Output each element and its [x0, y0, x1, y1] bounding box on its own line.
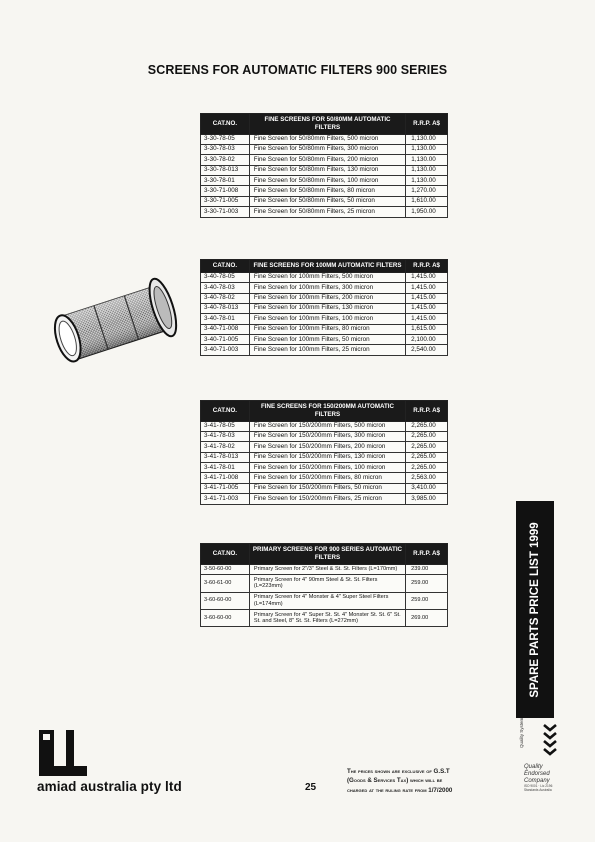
gst-note	[347, 767, 507, 795]
table-row	[201, 186, 448, 196]
description-cell: Fine Screen for 50/80mm Filters, 80 micron	[249, 186, 405, 196]
page-number: 25	[305, 782, 317, 793]
cat-no-cell: 3-40-71-008	[201, 324, 250, 334]
price-cell: 1,130.00	[406, 144, 448, 154]
description-cell: Fine Screen for 150/200mm Filters, 130 micron	[249, 452, 405, 462]
cat-no-cell: 3-41-71-008	[201, 473, 250, 483]
page-title: SCREENS FOR AUTOMATIC FILTERS 900 SERIES	[147, 63, 448, 77]
quality-endorsed-badge: Quality Endorsed Company	[524, 764, 550, 784]
gst-note-line: The prices shown are exclusive of G.S.T	[347, 768, 450, 775]
price-cell: 259.00	[406, 575, 448, 592]
cat-no-cell: 3-30-78-01	[201, 176, 250, 186]
cat-no-cell: 3-30-78-03	[201, 144, 250, 154]
table-row	[201, 610, 448, 627]
description-cell: Primary Screen for 2"/3" Steel & St. St. Filters (L=170mm)	[249, 564, 405, 575]
quality-certification-text: ISO 9001 · Lic 2196 Standards Australia	[524, 784, 553, 792]
table-row	[201, 483, 448, 493]
description-cell: Fine Screen for 100mm Filters, 130 micron	[249, 303, 405, 313]
price-cell: 1,415.00	[406, 303, 448, 313]
price-cell: 2,265.00	[406, 452, 448, 462]
table-row	[201, 176, 448, 186]
table-row	[201, 345, 448, 355]
header-cat-no: CAT.NO.	[201, 401, 250, 422]
description-cell: Fine Screen for 50/80mm Filters, 130 micron	[249, 165, 405, 175]
header-price: R.R.P. A$	[406, 260, 448, 273]
header-price: R.R.P. A$	[406, 401, 448, 422]
table-row	[201, 283, 448, 293]
header-cat-no: CAT.NO.	[201, 544, 250, 565]
table-row	[201, 155, 448, 165]
description-cell: Fine Screen for 50/80mm Filters, 50 micron	[249, 196, 405, 206]
price-cell: 1,415.00	[406, 314, 448, 324]
cat-no-cell: 3-40-78-02	[201, 293, 250, 303]
cat-no-cell: 3-30-78-013	[201, 165, 250, 175]
cat-no-cell: 3-40-78-01	[201, 314, 250, 324]
price-cell: 1,415.00	[406, 283, 448, 293]
description-cell: Fine Screen for 150/200mm Filters, 25 micron	[249, 494, 405, 504]
company-name: amiad australia pty ltd	[37, 779, 182, 794]
table-row	[201, 196, 448, 206]
table-row	[201, 421, 448, 431]
price-cell: 1,415.00	[406, 272, 448, 282]
table-row	[201, 314, 448, 324]
price-cell: 2,265.00	[406, 442, 448, 452]
cat-no-cell: 3-41-78-02	[201, 442, 250, 452]
header-description: FINE SCREENS FOR 150/200MM AUTOMATIC FILTERS	[249, 401, 405, 422]
sidebar-title: SPARE PARTS PRICE LIST 1999	[529, 522, 541, 698]
cat-no-cell: 3-30-78-05	[201, 134, 250, 144]
header-description: FINE SCREENS FOR 50/80MM AUTOMATIC FILTERS	[249, 114, 405, 135]
cat-no-cell: 3-41-78-01	[201, 463, 250, 473]
description-cell: Fine Screen for 50/80mm Filters, 100 micron	[249, 176, 405, 186]
cat-no-cell: 3-40-71-005	[201, 335, 250, 345]
description-cell: Fine Screen for 150/200mm Filters, 100 micron	[249, 463, 405, 473]
price-cell: 1,950.00	[406, 207, 448, 217]
cat-no-cell: 3-30-78-02	[201, 155, 250, 165]
table-row	[201, 442, 448, 452]
cat-no-cell: 3-41-78-013	[201, 452, 250, 462]
table-row	[201, 575, 448, 592]
price-table-100mm	[200, 259, 448, 356]
filter-screen-image	[40, 262, 190, 382]
cat-no-cell: 3-41-78-03	[201, 431, 250, 441]
header-price: R.R.P. A$	[406, 544, 448, 565]
table-row	[201, 463, 448, 473]
price-cell: 2,265.00	[406, 421, 448, 431]
price-table-150-200mm	[200, 400, 448, 505]
price-cell: 239.00	[406, 564, 448, 575]
price-cell: 1,130.00	[406, 176, 448, 186]
header-cat-no: CAT.NO.	[201, 260, 250, 273]
cat-no-cell: 3-60-61-00	[201, 575, 250, 592]
price-cell: 1,610.00	[406, 196, 448, 206]
price-cell: 3,410.00	[406, 483, 448, 493]
price-cell: 1,130.00	[406, 165, 448, 175]
cat-no-cell: 3-60-60-00	[201, 610, 250, 627]
table-row	[201, 431, 448, 441]
price-cell: 1,130.00	[406, 155, 448, 165]
cat-no-cell: 3-40-78-05	[201, 272, 250, 282]
price-cell: 3,985.00	[406, 494, 448, 504]
table-row	[201, 335, 448, 345]
description-cell: Fine Screen for 150/200mm Filters, 300 micron	[249, 431, 405, 441]
description-cell: Fine Screen for 150/200mm Filters, 200 micron	[249, 442, 405, 452]
price-table-50-80mm	[200, 113, 448, 218]
header-description: PRIMARY SCREENS FOR 900 SERIES AUTOMATIC FILTERS	[249, 544, 405, 565]
header-description: FINE SCREENS FOR 100MM AUTOMATIC FILTERS	[249, 260, 405, 273]
price-cell: 1,415.00	[406, 293, 448, 303]
cat-no-cell: 3-30-71-008	[201, 186, 250, 196]
description-cell: Fine Screen for 100mm Filters, 50 micron	[249, 335, 405, 345]
table-row	[201, 564, 448, 575]
description-cell: Fine Screen for 100mm Filters, 80 micron	[249, 324, 405, 334]
description-cell: Fine Screen for 150/200mm Filters, 80 micron	[249, 473, 405, 483]
description-cell: Fine Screen for 150/200mm Filters, 50 micron	[249, 483, 405, 493]
price-table-primary-screens	[200, 543, 448, 627]
description-cell: Primary Screen for 4" Monster & 4" Super Steel Filters (L=174mm)	[249, 592, 405, 609]
cat-no-cell: 3-60-60-00	[201, 592, 250, 609]
cat-no-cell: 3-40-78-013	[201, 303, 250, 313]
description-cell: Fine Screen for 100mm Filters, 25 micron	[249, 345, 405, 355]
price-cell: 1,270.00	[406, 186, 448, 196]
description-cell: Fine Screen for 50/80mm Filters, 25 micron	[249, 207, 405, 217]
table-row	[201, 144, 448, 154]
price-cell: 2,563.00	[406, 473, 448, 483]
price-cell: 269.00	[406, 610, 448, 627]
table-row	[201, 473, 448, 483]
table-row	[201, 293, 448, 303]
gst-note-line: charged at the ruling rate from 1/7/2000	[347, 786, 453, 794]
table-row	[201, 207, 448, 217]
table-row	[201, 592, 448, 609]
description-cell: Fine Screen for 100mm Filters, 100 micron	[249, 314, 405, 324]
description-cell: Fine Screen for 100mm Filters, 300 micron	[249, 283, 405, 293]
cat-no-cell: 3-40-71-003	[201, 345, 250, 355]
price-cell: 1,615.00	[406, 324, 448, 334]
chevrons-icon	[543, 723, 557, 763]
price-cell: 1,130.00	[406, 134, 448, 144]
description-cell: Fine Screen for 50/80mm Filters, 300 micron	[249, 144, 405, 154]
amiad-logo-icon	[39, 730, 87, 776]
price-cell: 2,265.00	[406, 463, 448, 473]
gst-note-line: (Goods & Services Tax) which will be	[347, 777, 443, 785]
table-row	[201, 324, 448, 334]
cat-no-cell: 3-50-60-00	[201, 564, 250, 575]
description-cell: Fine Screen for 100mm Filters, 500 micron	[249, 272, 405, 282]
description-cell: Fine Screen for 50/80mm Filters, 200 micron	[249, 155, 405, 165]
header-cat-no: CAT.NO.	[201, 114, 250, 135]
table-row	[201, 452, 448, 462]
table-row	[201, 494, 448, 504]
description-cell: Fine Screen for 50/80mm Filters, 500 micron	[249, 134, 405, 144]
price-cell: 2,540.00	[406, 345, 448, 355]
quality-system-label: Quality System	[519, 717, 524, 748]
cat-no-cell: 3-41-71-003	[201, 494, 250, 504]
cat-no-cell: 3-30-71-005	[201, 196, 250, 206]
description-cell: Primary Screen for 4" Super St. St. 4" Monster St. St. 6" St. St. and Steel, 8" St. St. Filters (L=272mm)	[249, 610, 405, 627]
price-cell: 259.00	[406, 592, 448, 609]
description-cell: Fine Screen for 150/200mm Filters, 500 micron	[249, 421, 405, 431]
header-price: R.R.P. A$	[406, 114, 448, 135]
description-cell: Fine Screen for 100mm Filters, 200 micron	[249, 293, 405, 303]
description-cell: Primary Screen for 4" 90mm Steel & St. St. Filters (L=223mm)	[249, 575, 405, 592]
table-row	[201, 272, 448, 282]
table-row	[201, 134, 448, 144]
cat-no-cell: 3-40-78-03	[201, 283, 250, 293]
cat-no-cell: 3-41-71-005	[201, 483, 250, 493]
price-cell: 2,100.00	[406, 335, 448, 345]
price-cell: 2,265.00	[406, 431, 448, 441]
table-row	[201, 165, 448, 175]
cat-no-cell: 3-30-71-003	[201, 207, 250, 217]
cat-no-cell: 3-41-78-05	[201, 421, 250, 431]
table-row	[201, 303, 448, 313]
